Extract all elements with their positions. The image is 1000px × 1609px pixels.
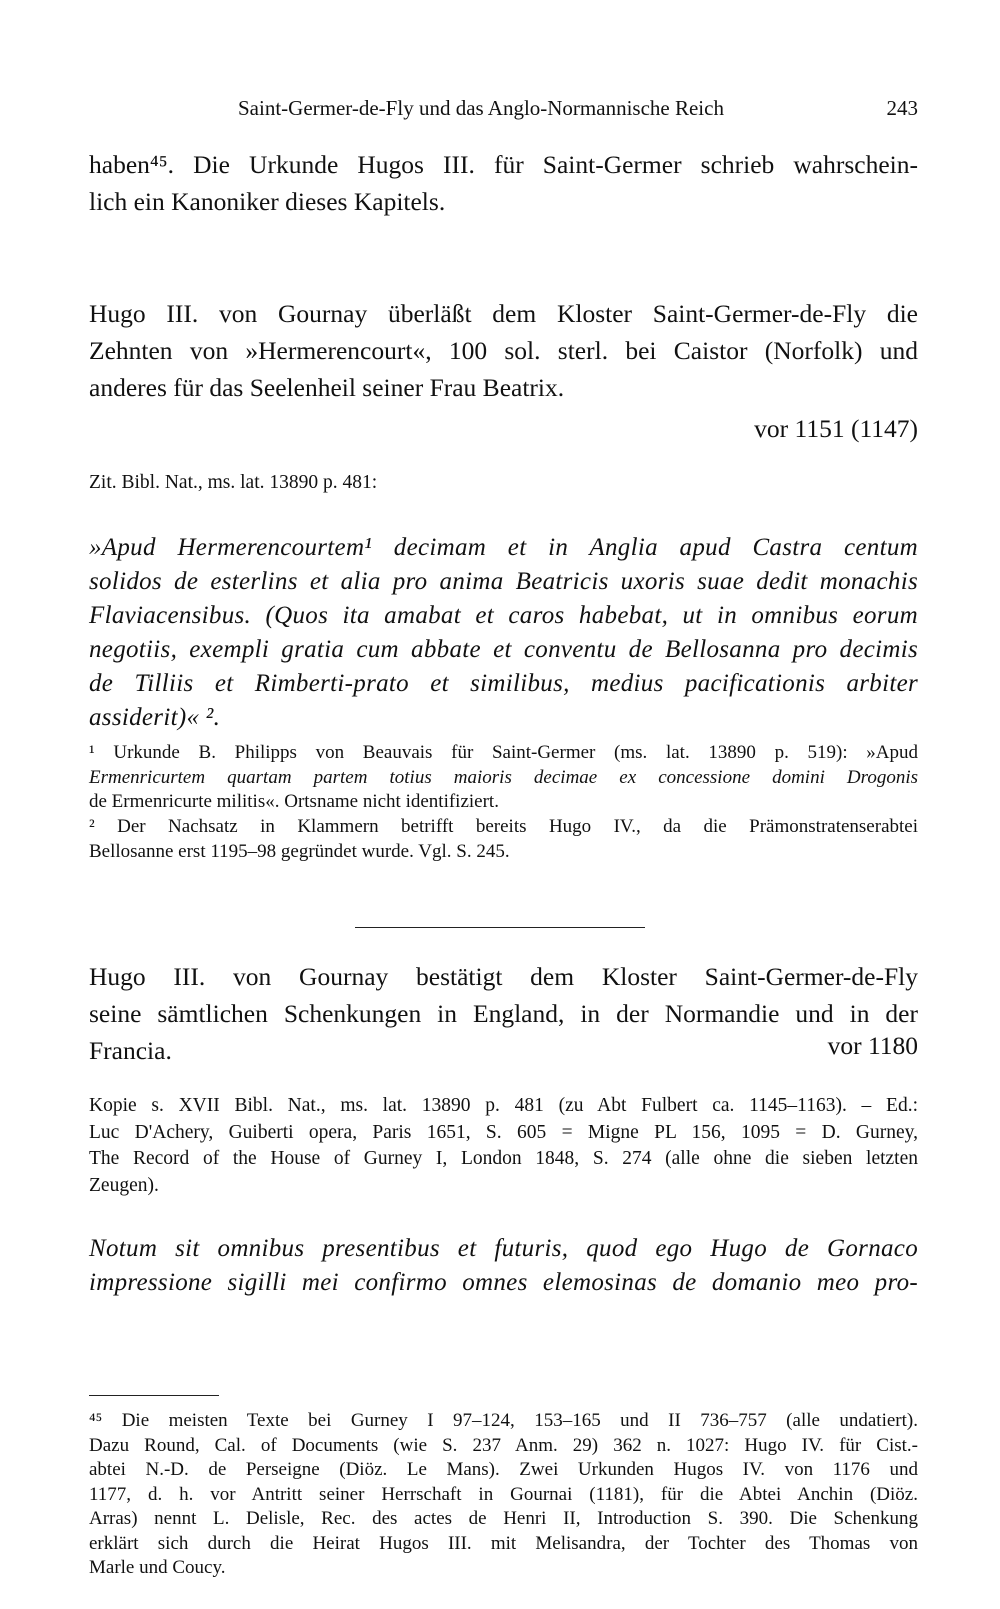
source-line: Zeugen).	[89, 1174, 159, 1196]
latin-line: Flaviacensibus. (Quos ita amabat et caros habebat, ut in omnibus eorum	[89, 602, 918, 629]
note-line: de Ermenricurte militis«. Ortsname nicht identifiziert.	[89, 791, 499, 812]
summary-line: Hugo III. von Gournay bestätigt dem Kloster Saint-Germer-de-Fly	[89, 962, 918, 991]
charter2-source	[89, 1093, 918, 1199]
page-number: 243	[886, 96, 918, 120]
text-line: haben⁴⁵. Die Urkunde Hugos III. für Saint-Germer schrieb wahrschein-	[89, 150, 918, 179]
footnote-45	[89, 1409, 918, 1581]
latin-line: assiderit)« ².	[89, 704, 221, 731]
section-divider	[355, 927, 645, 928]
footnote-line: Dazu Round, Cal. of Documents (wie S. 237 Anm. 29) 362 n. 1027: Hugo IV. für Cist.-	[89, 1434, 918, 1456]
latin-line: negotiis, exempli gratia cum abbate et conventu de Bellosanna pro decimis	[89, 636, 918, 663]
latin-line: Notum sit omnibus presentibus et futuris, quod ego Hugo de Gornaco	[89, 1235, 918, 1262]
footnote-rule	[89, 1395, 219, 1396]
charter1-summary	[89, 295, 918, 406]
summary-line: anderes für das Seelenheil seiner Frau Beatrix.	[89, 373, 565, 402]
charter1-note-1	[89, 741, 918, 815]
charter2-date: vor 1180	[827, 1031, 918, 1060]
text-line: lich ein Kanoniker dieses Kapitels.	[89, 187, 446, 216]
charter2-summary	[89, 958, 918, 1069]
footnote-line: abtei N.-D. de Perseigne (Diöz. Le Mans). Zwei Urkunden Hugos IV. von 1176 und	[89, 1459, 918, 1480]
note-line: Bellosanne erst 1195–98 gegründet wurde. Vgl. S. 245.	[89, 840, 510, 862]
charter1-date: vor 1151 (1147)	[754, 414, 918, 443]
charter2-latin-text	[89, 1232, 918, 1300]
charter1-citation	[89, 470, 918, 497]
latin-line: impressione sigilli mei confirmo omnes elemosinas de domanio meo pro-	[89, 1269, 918, 1296]
latin-line: solidos de esterlins et alia pro anima Beatricis uxoris suae dedit monachis	[89, 568, 918, 595]
note-line: ¹ Urkunde B. Philipps von Beauvais für Saint-Germer (ms. lat. 13890 p. 519): »Apud	[89, 742, 918, 763]
summary-line: Francia.	[89, 1036, 172, 1065]
charter1-latin-text	[89, 531, 918, 735]
summary-line: Hugo III. von Gournay überläßt dem Kloster Saint-Germer-de-Fly die	[89, 299, 918, 328]
citation-line: Zit. Bibl. Nat., ms. lat. 13890 p. 481:	[89, 472, 378, 493]
source-line: Kopie s. XVII Bibl. Nat., ms. lat. 13890 p. 481 (zu Abt Fulbert ca. 1145–1163). – Ed.:	[89, 1095, 918, 1116]
footnote-line: Marle und Coucy.	[89, 1557, 226, 1578]
latin-line: de Tilliis et Rimberti-prato et similibus, medius pacificationis arbiter	[89, 670, 918, 697]
charter1-note-2	[89, 815, 918, 864]
note-line: Ermenricurtem quartam partem totius maioris decimae ex concessione domini Drogonis	[89, 766, 918, 788]
latin-line: »Apud Hermerencourtem¹ decimam et in Anglia apud Castra centum	[89, 534, 918, 561]
running-header	[238, 96, 918, 126]
footnote-line: Arras) nennt L. Delisle, Rec. des actes de Henri II, Introduction S. 390. Die Schenkung	[89, 1508, 918, 1529]
source-line: The Record of the House of Gurney I, London 1848, S. 274 (alle ohne die sieben letzten	[89, 1148, 918, 1169]
summary-line: seine sämtlichen Schenkungen in England, in der Normandie und in der	[89, 999, 918, 1028]
running-title: Saint-Germer-de-Fly und das Anglo-Normannische Reich	[238, 96, 724, 120]
source-line: Luc D'Achery, Guiberti opera, Paris 1651, S. 605 = Migne PL 156, 1095 = D. Gurney,	[89, 1121, 918, 1143]
footnote-line: erklärt sich durch die Heirat Hugos III. mit Melisandra, der Tochter des Thomas von	[89, 1532, 918, 1554]
summary-line: Zehnten von »Hermerencourt«, 100 sol. sterl. bei Caistor (Norfolk) und	[89, 336, 918, 365]
top-paragraph	[89, 146, 918, 220]
note-line: ² Der Nachsatz in Klammern betrifft bereits Hugo IV., da die Prämonstratenserabtei	[89, 816, 918, 837]
footnote-line: 1177, d. h. vor Antritt seiner Herrschaft in Gournai (1181), für die Abtei Anchin (Diöz.	[89, 1483, 918, 1505]
footnote-line: ⁴⁵ Die meisten Texte bei Gurney I 97–124, 153–165 und II 736–757 (alle undatiert).	[89, 1410, 918, 1431]
